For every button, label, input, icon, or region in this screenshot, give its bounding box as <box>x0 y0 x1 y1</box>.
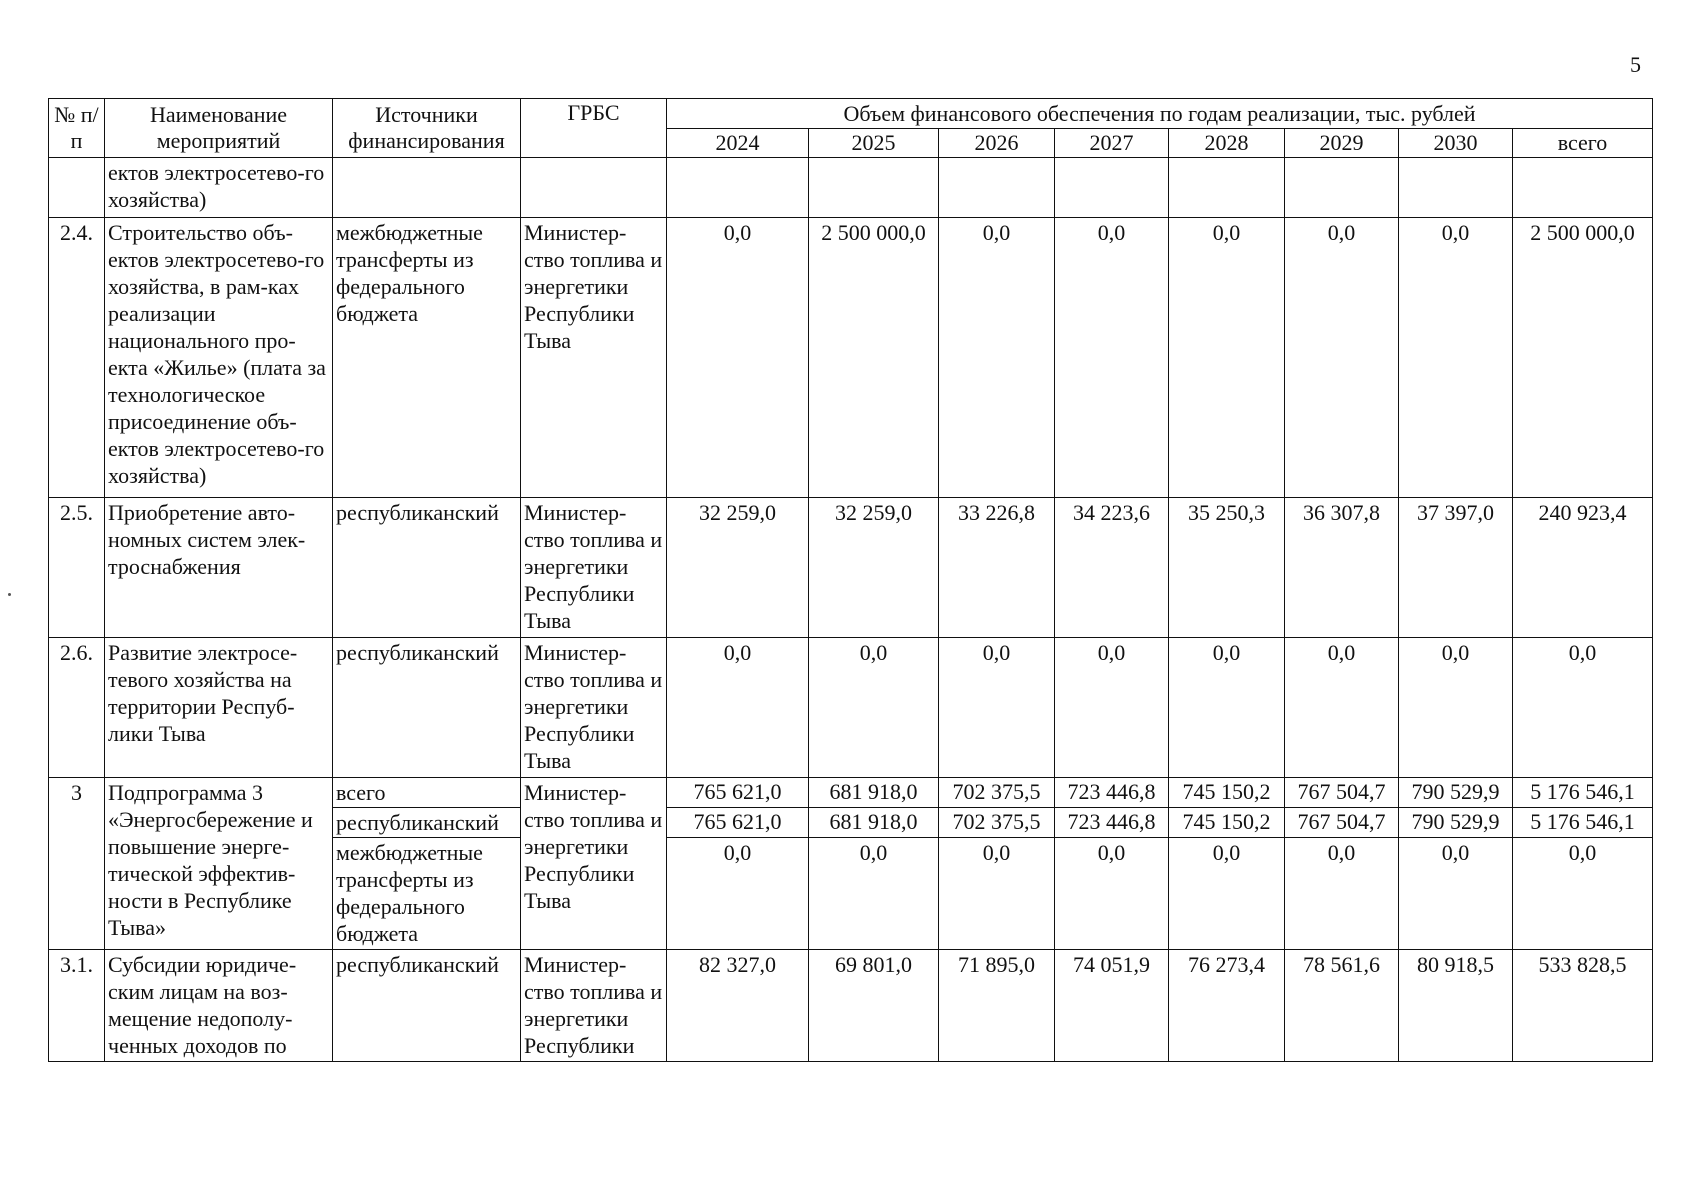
row-value: 35 250,3 <box>1169 498 1285 638</box>
row-source: межбюджетные трансферты из федерального бюджета <box>333 838 521 950</box>
header-volume: Объем финансового обеспечения по годам реализации, тыс. рублей <box>667 99 1653 129</box>
row-value: 681 918,0 <box>809 778 939 808</box>
row-grbs: Министер-ство топлива и энергетики Республики <box>521 950 667 1062</box>
row-value: 790 529,9 <box>1399 778 1513 808</box>
header-year: 2024 <box>667 129 809 158</box>
row-value: 78 561,6 <box>1285 950 1399 1062</box>
header-sources: Источники финансирования <box>333 99 521 158</box>
row-source: всего <box>333 778 521 808</box>
header-year: 2025 <box>809 129 939 158</box>
table-row <box>49 158 1653 218</box>
row-value: 0,0 <box>1399 218 1513 498</box>
row-value: 723 446,8 <box>1055 808 1169 838</box>
row-value: 33 226,8 <box>939 498 1055 638</box>
row-value: 0,0 <box>939 838 1055 950</box>
row-num: 3 <box>49 778 105 950</box>
row-value <box>1055 158 1169 218</box>
table-row <box>49 498 1653 638</box>
row-value: 0,0 <box>1399 838 1513 950</box>
row-value: 0,0 <box>1169 218 1285 498</box>
row-value: 0,0 <box>809 838 939 950</box>
row-value: 0,0 <box>1513 638 1653 778</box>
page-number: 5 <box>1630 52 1641 77</box>
row-source: республиканский <box>333 638 521 778</box>
row-value: 76 273,4 <box>1169 950 1285 1062</box>
header-year: 2027 <box>1055 129 1169 158</box>
row-value: 0,0 <box>1169 838 1285 950</box>
row-value <box>809 158 939 218</box>
row-value: 0,0 <box>1055 638 1169 778</box>
row-value: 0,0 <box>1055 218 1169 498</box>
row-grbs <box>521 158 667 218</box>
row-value: 0,0 <box>939 638 1055 778</box>
header-year: 2028 <box>1169 129 1285 158</box>
row-value: 745 150,2 <box>1169 778 1285 808</box>
table-row <box>49 218 1653 498</box>
row-value: 2 500 000,0 <box>809 218 939 498</box>
budget-table <box>48 98 1653 1062</box>
table-row <box>49 950 1653 1062</box>
row-value: 0,0 <box>1513 838 1653 950</box>
row-value: 0,0 <box>1285 838 1399 950</box>
row-num: 2.6. <box>49 638 105 778</box>
table-row <box>49 638 1653 778</box>
row-value: 767 504,7 <box>1285 808 1399 838</box>
row-value: 767 504,7 <box>1285 778 1399 808</box>
row-value: 240 923,4 <box>1513 498 1653 638</box>
row-value: 5 176 546,1 <box>1513 808 1653 838</box>
row-value: 533 828,5 <box>1513 950 1653 1062</box>
row-value: 790 529,9 <box>1399 808 1513 838</box>
row-grbs: Министер-ство топлива и энергетики Республики Тыва <box>521 778 667 950</box>
row-value: 702 375,5 <box>939 808 1055 838</box>
row-value: 0,0 <box>1169 638 1285 778</box>
row-source: республиканский <box>333 498 521 638</box>
row-value: 0,0 <box>1285 638 1399 778</box>
row-value: 0,0 <box>1285 218 1399 498</box>
row-name: Развитие электросе-тевого хозяйства на территории Респуб-лики Тыва <box>105 638 333 778</box>
row-value: 36 307,8 <box>1285 498 1399 638</box>
row-grbs: Министер-ство топлива и энергетики Республики Тыва <box>521 638 667 778</box>
row-value <box>1513 158 1653 218</box>
row-name: Приобретение авто-номных систем элек-троснабжения <box>105 498 333 638</box>
row-value <box>1399 158 1513 218</box>
row-value: 0,0 <box>667 638 809 778</box>
row-value: 765 621,0 <box>667 778 809 808</box>
row-value: 80 918,5 <box>1399 950 1513 1062</box>
row-value: 32 259,0 <box>809 498 939 638</box>
row-value: 34 223,6 <box>1055 498 1169 638</box>
row-num: 2.4. <box>49 218 105 498</box>
row-value <box>667 158 809 218</box>
row-value <box>1285 158 1399 218</box>
row-value: 82 327,0 <box>667 950 809 1062</box>
row-value: 0,0 <box>939 218 1055 498</box>
row-num: 2.5. <box>49 498 105 638</box>
row-value: 702 375,5 <box>939 778 1055 808</box>
row-source: республиканский <box>333 950 521 1062</box>
header-year: 2029 <box>1285 129 1399 158</box>
row-value: 765 621,0 <box>667 808 809 838</box>
header-year: 2026 <box>939 129 1055 158</box>
row-value: 0,0 <box>667 838 809 950</box>
header-grbs: ГРБС <box>521 99 667 158</box>
row-value: 74 051,9 <box>1055 950 1169 1062</box>
row-name: Субсидии юридиче-ским лицам на воз-мещение недополу-ченных доходов по <box>105 950 333 1062</box>
header-name: Наименование мероприятий <box>105 99 333 158</box>
row-name: ектов электросетево-го хозяйства) <box>105 158 333 218</box>
row-grbs: Министер-ство топлива и энергетики Республики Тыва <box>521 498 667 638</box>
header-total: всего <box>1513 129 1653 158</box>
row-value: 0,0 <box>1399 638 1513 778</box>
table-row <box>49 778 1653 808</box>
row-value <box>1169 158 1285 218</box>
row-value: 5 176 546,1 <box>1513 778 1653 808</box>
row-value <box>939 158 1055 218</box>
row-name: Подпрограмма 3 «Энергосбережение и повышение энерге-тической эффектив-ности в Республике Тыва» <box>105 778 333 950</box>
scan-dot <box>8 593 11 596</box>
row-grbs: Министер-ство топлива и энергетики Республики Тыва <box>521 218 667 498</box>
row-value: 71 895,0 <box>939 950 1055 1062</box>
row-value: 69 801,0 <box>809 950 939 1062</box>
row-value: 37 397,0 <box>1399 498 1513 638</box>
row-value: 0,0 <box>809 638 939 778</box>
row-value: 723 446,8 <box>1055 778 1169 808</box>
row-value: 32 259,0 <box>667 498 809 638</box>
row-source <box>333 158 521 218</box>
row-value: 681 918,0 <box>809 808 939 838</box>
row-value: 0,0 <box>667 218 809 498</box>
row-value: 2 500 000,0 <box>1513 218 1653 498</box>
row-value: 745 150,2 <box>1169 808 1285 838</box>
row-num <box>49 158 105 218</box>
header-num: № п/п <box>49 99 105 158</box>
header-year: 2030 <box>1399 129 1513 158</box>
row-value: 0,0 <box>1055 838 1169 950</box>
row-source: республиканский <box>333 808 521 838</box>
row-num: 3.1. <box>49 950 105 1062</box>
row-source: межбюджетные трансферты из федерального бюджета <box>333 218 521 498</box>
row-name: Строительство объ-ектов электросетево-го хозяйства, в рам-ках реализации национального про-екта «Жилье» (плата за технологическое присоединение объ-ектов электросетево-го хозяйства) <box>105 218 333 498</box>
